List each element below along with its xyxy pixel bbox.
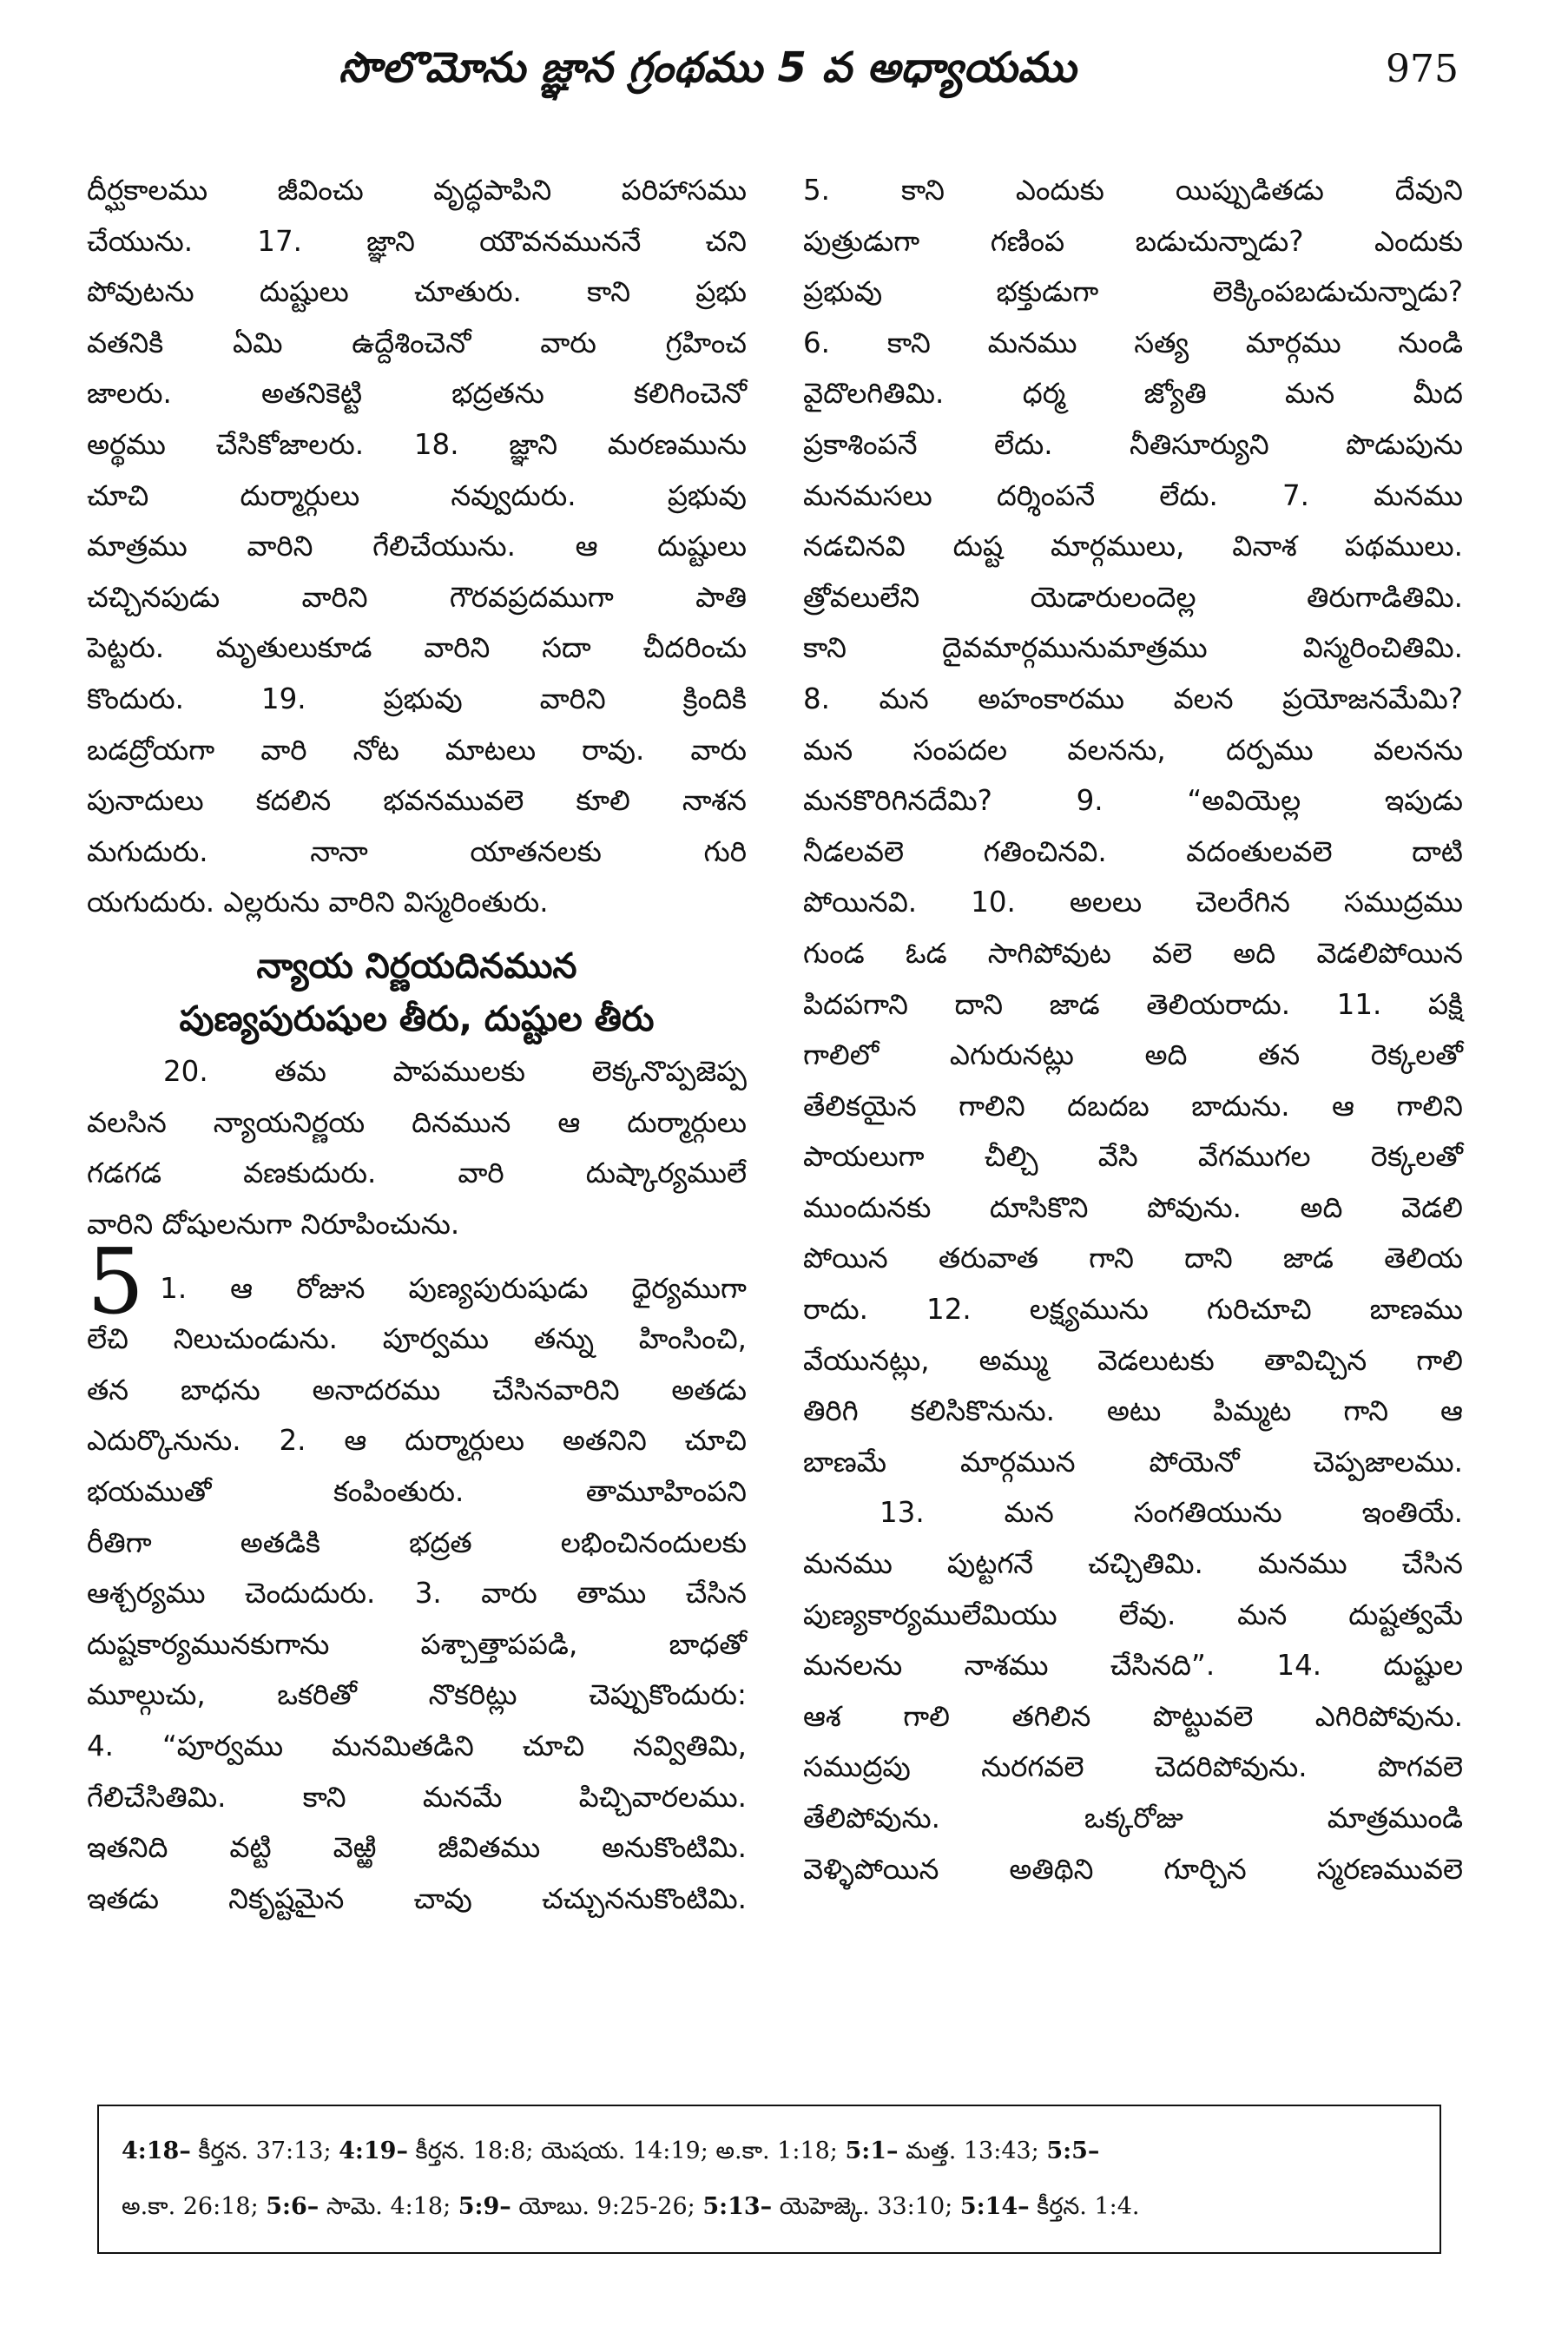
section-heading-line-1: న్యాయ నిర్ణయదినమున (256, 945, 577, 986)
text-line: దీర్ఘకాలము జీవించు వృద్ధపాపిని పరిహాసము (87, 174, 747, 207)
text-line: యగుదురు. ఎల్లరును వారిని విస్మరింతురు. (87, 886, 549, 919)
footnote-reference: 5:13– (702, 2193, 773, 2220)
text-line: వలసిన న్యాయనిర్ణయ దినమున ఆ దుర్మార్గులు (87, 1105, 747, 1139)
footnote-line (122, 2124, 1417, 2179)
page-header (96, 35, 1459, 113)
text-line: నడచినవి దుష్ట మార్గములు, వినాశ పథములు. (803, 530, 1463, 563)
footnote-reference: 5:9– (458, 2193, 511, 2220)
text-line: మనకొరిగినదేమి? 9. “అవియెల్ల ఇపుడు (803, 784, 1463, 818)
left-text-block-1 (87, 165, 747, 928)
footnote-text: యోబు. 9:25-26; (511, 2193, 703, 2220)
text-line: పిదపగాని దాని జాడ తెలియరాదు. 11. పక్షి (803, 987, 1463, 1021)
footnote-reference: 5:5– (1046, 2138, 1100, 2164)
text-line: వేయునట్లు, అమ్ము వెడలుటకు తావిచ్చిన గాలి (803, 1343, 1463, 1377)
text-line: మగుదురు. నానా యాతనలకు గురి (87, 834, 747, 868)
text-line: దుష్టకార్యమునకుగాను పశ్చాత్తాపపడి, బాధతో (87, 1627, 747, 1661)
text-line: మనలను నాశము చేసినది”. 14. దుష్టుల (803, 1649, 1463, 1683)
text-line: తిరిగి కలిసికొనును. అటు పిమ్మట గాని ఆ (803, 1394, 1463, 1428)
footnote-reference: 5:6– (266, 2193, 320, 2220)
text-line: పెట్టరు. మృతులుకూడ వారిని సదా చీదరించు (87, 631, 747, 665)
footnote-text: యెహెజ్కె. 33:10; (772, 2193, 960, 2220)
left-text-block-3 (87, 1314, 747, 1924)
text-line: ఎదుర్కొనును. 2. ఆ దుర్మార్గులు అతనిని చూచి (87, 1424, 747, 1458)
text-line: జాలరు. అతనికెట్టి భద్రతను కలిగించెనో (87, 377, 747, 411)
text-line: కాని దైవమార్గమునుమాత్రము విస్మరించితిమి. (803, 631, 1463, 665)
text-line: 13. మన సంగతియును ఇంతియే. (880, 1496, 1463, 1530)
text-line: రాదు. 12. లక్ష్యమును గురిచూచి బాణము (803, 1293, 1463, 1327)
text-line: పోవుటను దుష్టులు చూతురు. కాని ప్రభు (87, 275, 747, 309)
text-line: 4. “పూర్వము మనమితడిని చూచి నవ్వితిమి, (87, 1729, 747, 1763)
text-line: వారిని దోషులనుగా నిరూపించును. (87, 1207, 460, 1241)
text-line: తేలికయైన గాలిని దబదబ బాదును. ఆ గాలిని (803, 1089, 1463, 1123)
text-line: పుణ్యకార్యములేమియు లేవు. మన దుష్టత్వమే (803, 1598, 1463, 1631)
text-line: బాణమే మార్గమున పోయెనో చెప్పజాలము. (803, 1445, 1463, 1479)
text-line: మన సంపదల వలనను, దర్పము వలనను (803, 733, 1463, 767)
left-column (87, 165, 747, 1924)
text-line: పోయినవి. 10. అలలు చెలరేగిన సముద్రము (803, 886, 1463, 919)
text-line: లేచి నిలుచుండును. పూర్వము తన్ను హింసించి, (87, 1322, 747, 1356)
page-number: 975 (1386, 47, 1459, 91)
text-line: గడగడ వణకుదురు. వారి దుష్కార్యములే (87, 1156, 747, 1190)
chapter-number: 5 (87, 1229, 145, 1335)
text-line: మనము పుట్టగనే చచ్చితిమి. మనము చేసిన (803, 1547, 1463, 1581)
section-heading (87, 940, 747, 1046)
text-line: మనమసలు దర్శింపనే లేదు. 7. మనము (803, 478, 1463, 512)
cross-references (122, 2124, 1417, 2235)
section-heading-line-2: పుణ్యపురుషుల తీరు, దుష్టుల తీరు (179, 998, 655, 1039)
text-line: పుత్రుడుగా గణింప బడుచున్నాడు? ఎందుకు (803, 224, 1463, 258)
footnote-text: కీర్తన. 1:4. (1029, 2193, 1140, 2220)
footnote-reference: 4:18– (122, 2138, 191, 2164)
text-line: తన బాధను అనాదరము చేసినవారిని అతడు (87, 1373, 747, 1407)
text-line: బడద్రోయగా వారి నోట మాటలు రావు. వారు (87, 733, 747, 767)
text-line: ముందునకు దూసికొని పోవును. అది వెడలి (803, 1190, 1463, 1224)
footnote-text: సామె. 4:18; (319, 2193, 458, 2220)
text-line: నీడలవలె గతించినవి. వదంతులవలె దాటి (803, 834, 1463, 868)
text-line: కొందురు. 19. ప్రభువు వారిని క్రిందికి (87, 682, 747, 715)
text-line: పాయలుగా చీల్చి వేసి వేగముగల రెక్కలతో (803, 1140, 1463, 1174)
right-text-block-2 (803, 1487, 1463, 1894)
chapter-start (87, 1229, 747, 1335)
text-line: తేలిపోవును. ఒక్కరోజు మాత్రముండి (803, 1802, 1463, 1835)
footnote-text: అ.కా. 26:18; (122, 2193, 267, 2220)
text-line: ఆశ్చర్యము చెందుదురు. 3. వారు తాము చేసిన (87, 1577, 747, 1611)
running-title: సొలొమోను జ్ఞాన గ్రంథము 5 వ అధ్యాయము (339, 43, 1077, 92)
text-line: అర్థము చేసికోజాలరు. 18. జ్ఞాని మరణమును (87, 427, 747, 461)
text-line: 8. మన అహంకారము వలన ప్రయోజనమేమి? (803, 682, 1463, 715)
footnote-reference: 4:19– (339, 2138, 408, 2164)
text-line: రీతిగా అతడికి భద్రత లభించినందులకు (87, 1525, 747, 1559)
text-line: ఆశ గాలి తగిలిన పొట్టువలె ఎగిరిపోవును. (803, 1699, 1463, 1733)
text-line: గేలిచేసితిమి. కాని మనమే పిచ్చివారలము. (87, 1780, 747, 1814)
text-line: చూచి దుర్మార్గులు నవ్వుదురు. ప్రభువు (87, 478, 747, 512)
footnote-reference: 5:1– (845, 2138, 899, 2164)
text-line: సముద్రపు నురగవలె చెదరిపోవును. పొగవలె (803, 1750, 1463, 1784)
text-line: గుండ ఓడ సాగిపోవుట వలె అది వెడలిపోయిన (803, 936, 1463, 970)
text-line: 20. తమ పాపములకు లెక్కనొప్పజెప్ప (163, 1054, 747, 1088)
text-line: వతనికి ఏమి ఉద్దేశించెనో వారు గ్రహించ (87, 326, 747, 359)
text-line: ఇతడు నికృష్టమైన చావు చచ్చుననుకొంటిమి. (87, 1881, 747, 1915)
text-line: ఇతనిది వట్టి వెఱ్ఱి జీవితము అనుకొంటిమి. (87, 1831, 747, 1865)
text-line: ప్రకాశింపనే లేదు. నీతిసూర్యుని పొడుపును (803, 427, 1463, 461)
text-line: వెళ్ళిపోయిన అతిథిని గూర్చిన స్మరణమువలె (803, 1852, 1463, 1886)
footnote-reference: 5:14– (959, 2193, 1030, 2220)
text-line: 6. కాని మనము సత్య మార్గము నుండి (803, 326, 1463, 359)
text-line: మూల్గుచు, ఒకరితో నొకరిట్లు చెప్పుకొందురు: (87, 1678, 747, 1712)
text-line: చేయును. 17. జ్ఞాని యౌవనముననే చని (87, 224, 747, 258)
text-line: చచ్చినపుడు వారిని గౌరవప్రదముగా పాతి (87, 580, 747, 614)
footnote-text: కీర్తన. 18:8; యెషయ. 14:19; అ.కా. 1:18; (407, 2138, 846, 2164)
footnote-text: మత్త. 13:43; (898, 2138, 1047, 2164)
text-line: గాలిలో ఎగురునట్లు అది తన రెక్కలతో (803, 1038, 1463, 1072)
text-line: 5. కాని ఎందుకు యిప్పుడితడు దేవుని (803, 174, 1463, 207)
text-line: పునాదులు కదలిన భవనమువలె కూలి నాశన (87, 784, 747, 818)
footnote-text: కీర్తన. 37:13; (190, 2138, 339, 2164)
right-column (803, 165, 1463, 1894)
left-text-block-2 (87, 1046, 747, 1249)
right-text-block-1 (803, 165, 1463, 1487)
text-line: మాత్రము వారిని గేలిచేయును. ఆ దుష్టులు (87, 530, 747, 563)
text-line: వైదొలగితిమి. ధర్మ జ్యోతి మన మీద (803, 377, 1463, 411)
text-line: పోయిన తరువాత గాని దాని జాడ తెలియ (803, 1242, 1463, 1275)
footnote-line (122, 2179, 1417, 2235)
text-line: 1. ఆ రోజున పుణ్యపురుషుడు ధైర్యముగా (160, 1271, 747, 1305)
text-line: ప్రభువు భక్తుడుగా లెక్కింపబడుచున్నాడు? (803, 275, 1463, 309)
text-line: భయముతో కంపింతురు. తామూహింపని (87, 1475, 747, 1509)
text-line: త్రోవలులేని యెడారులందెల్ల తిరుగాడితిమి. (803, 580, 1463, 614)
footnote-box (97, 2105, 1441, 2254)
